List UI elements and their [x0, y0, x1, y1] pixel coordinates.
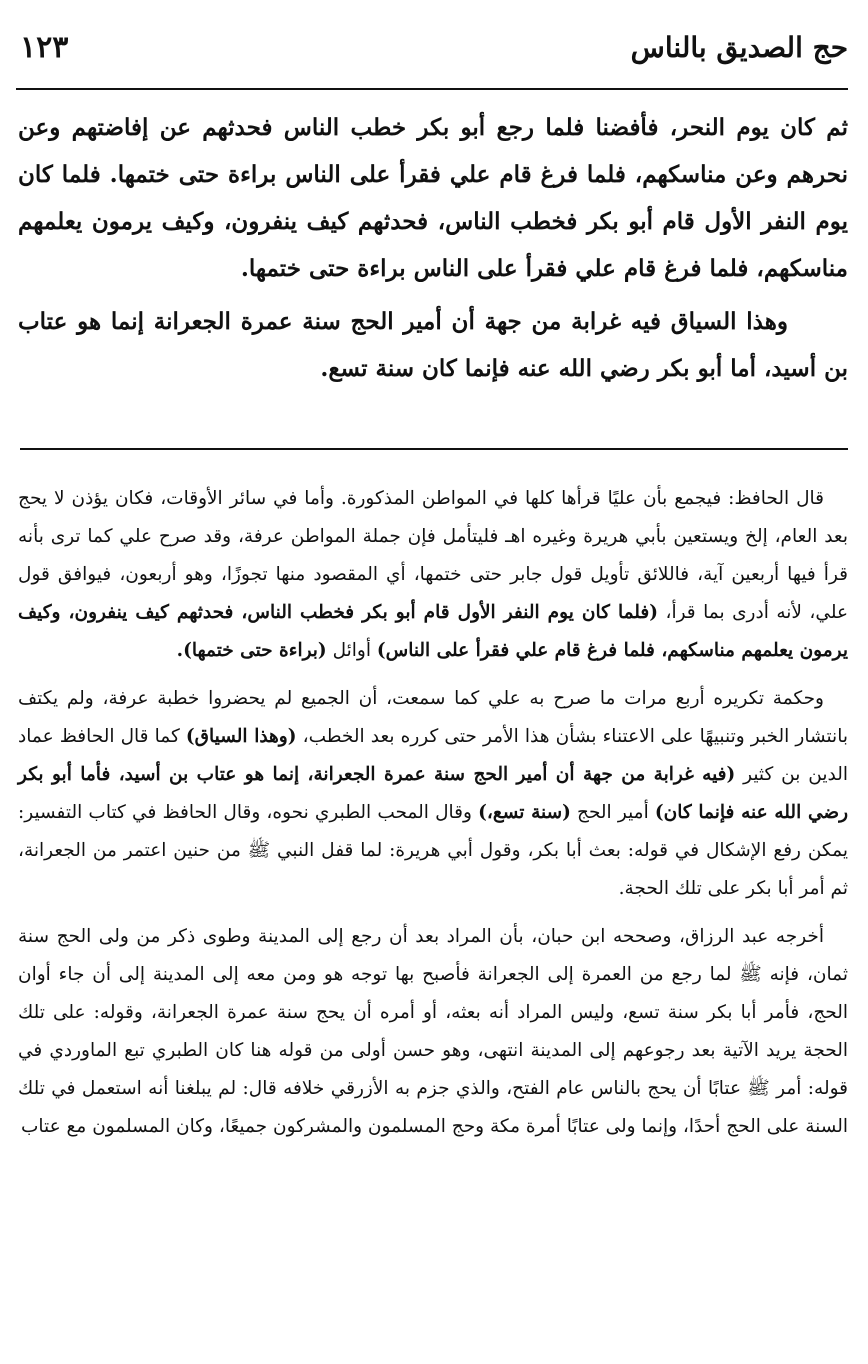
commentary-paragraph: أخرجه عبد الرزاق، وصححه ابن حبان، بأن المراد بعد أن رجع إلى المدينة وطوى ذكر من ولى الحج سنة ثمان، فإنه ﷺ لما رجع من العمرة إلى الجعرانة فأصبح بها توجه هو ومن معه إلى المدينة إلى أن جاء أوان الحج، فأمر أبا بكر سنة تسع، وليس المراد أنه بعثه، أو أمره أن يحج سنة عمرة الجعرانة، وقوله: على تلك الحجة يريد الآتية بعد رجوعهم إلى المدينة انتهى، وهو حسن أولى من قوله هنا كان الطبري تبع الماوردي في قوله: أمر ﷺ عتابًا أن يحج بالناس عام الفتح، والذي جزم به الأزرقي خلافه قال: لم يبلغنا أنه استعمل في تلك السنة على الحج أحدًا، وإنما ولى عتابًا أمرة مكة وحج المسلمون والمشركون جميعًا، وكان المسلمون مع عتاب [18, 926, 848, 1137]
main-text [18, 104, 848, 392]
main-paragraph: ثم كان يوم النحر، فأفضنا فلما رجع أبو بكر خطب الناس فحدثهم عن إفاضتهم وعن نحرهم وعن مناسكهم، فلما فرغ قام علي فقرأ على الناس براءة حتى ختمها. فلما كان يوم النفر الأول قام أبو بكر فخطب الناس، فحدثهم كيف ينفرون، وكيف يرمون يعلمهم مناسكهم، فلما فرغ قام علي فقرأ على الناس براءة حتى ختمها. [18, 114, 848, 282]
commentary-text: وحكمة تكريره أربع مرات ما صرح به علي كما سمعت، أن الجميع لم يحضروا خطبة عرفة، ولم يكتف بانتشار الخبر وتنبيهًا على الاعتناء بشأن هذا الأمر حتى كرره بعد الخطب، [18, 688, 848, 747]
main-paragraph: وهذا السياق فيه غرابة من جهة أن أمير الحج سنة عمرة الجعرانة إنما هو عتاب بن أسيد، أما أبو بكر رضي الله عنه فإنما كان سنة تسع. [18, 308, 848, 382]
commentary-text: أوائل [332, 640, 371, 661]
commentary [18, 480, 848, 1146]
quoted-text: (وهذا السياق) [185, 726, 297, 747]
commentary-text: وقال المحب الطبري نحوه، وقال الحافظ في كتاب التفسير: يمكن رفع الإشكال في قوله: بعث أبا بكر، وقول أبي هريرة: لما قفل النبي ﷺ من حنين اعتمر من الجعرانة، ثم أمر أبا بكر على تلك الحجة. [18, 802, 848, 899]
commentary-paragraph [18, 480, 848, 670]
page-header [20, 22, 848, 72]
commentary-text: أمير الحج [577, 802, 649, 823]
page-number: ١٢٣ [20, 29, 69, 65]
quoted-text: (فيه غرابة من جهة أن أمير الحج سنة عمرة الجعرانة، إنما هو عتاب بن أسيد، فأما أبو بكر رضي الله عنه فإنما كان) [18, 764, 849, 823]
quoted-text: (براءة حتى ختمها). [176, 640, 327, 661]
footnote-separator [20, 448, 848, 450]
commentary-text: كما قال الحافظ عماد الدين بن كثير [18, 726, 848, 785]
running-title: حج الصديق بالناس [630, 30, 848, 64]
commentary-paragraph [18, 680, 848, 908]
quoted-text: (سنة تسع،) [478, 802, 571, 823]
quoted-text: (فلما كان يوم النفر الأول قام أبو بكر فخطب الناس، فحدثهم كيف ينفرون، وكيف يرمون يعلمهم مناسكهم، فلما فرغ قام علي فقرأ على الناس) [18, 602, 848, 661]
commentary-text: قال الحافظ: فيجمع بأن عليًا قرأها كلها في المواطن المذكورة. وأما في سائر الأوقات، فكان يؤذن لا يحج بعد العام، إلخ ويستعين بأبي هريرة وغيره اهـ فليتأمل فإن جملة المواطن عرفة، وقد صرح علي كما ترى بأنه قرأ فيها أربعين آية، فاللائق تأويل قول جابر حتى ختمها، أي المقصود منها تجوزًا، وهو أربعون، فيوافق قول علي، لأنه أدرى بما قرأ، [18, 488, 848, 623]
header-rule [16, 88, 848, 90]
